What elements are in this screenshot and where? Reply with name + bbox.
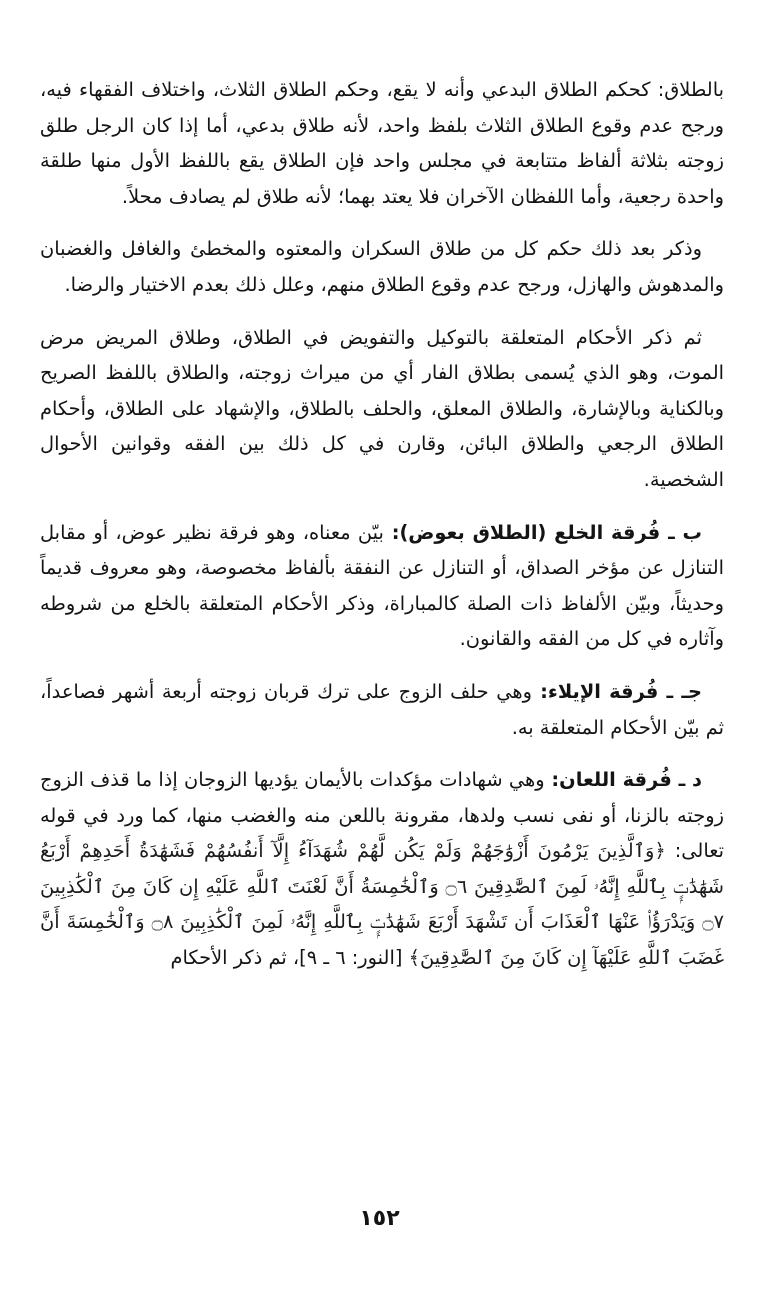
- page-body: [40, 72, 724, 993]
- section-heading-khul: ب ـ فُرقة الخلع (الطلاق بعوض):: [383, 520, 702, 544]
- paragraph-lian: [40, 762, 724, 976]
- paragraph-text: وهي حلف الزوج على ترك قربان زوجته أربعة أشهر فصاعداً، ثم بيّن الأحكام المتعلقة به.: [40, 679, 724, 739]
- paragraph-text: وذكر بعد ذلك حكم كل من طلاق السكران والمعتوه والمخطئ والغافل والغضبان والمدهوش والهازل، ورجح عدم وقوع الطلاق منهم، وعلل ذلك بعدم الاختيار والرضا.: [40, 237, 724, 296]
- verse-reference: [النور: ٦ ـ ٩]، ثم ذكر الأحكام: [170, 946, 409, 970]
- paragraph-talaq-conditions: [40, 231, 724, 302]
- paragraph-text: بيّن معناه، وهو فرقة نظير عوض، أو مقابل التنازل عن مؤخر الصداق، أو التنازل عن النفقة بألفاظ مخصوصة، وهو معروف قديماً وحديثاً، وبيّن الألفاظ ذات الصلة كالمباراة، وذكر الأحكام المتعلقة بالخلع من شروطه وآثاره في كل من الفقه والقانون.: [40, 520, 724, 651]
- paragraph-talaq-bidi: [40, 72, 724, 214]
- paragraph-talaq-rulings: [40, 320, 724, 498]
- quran-verse: ﴿وَٱلَّذِينَ يَرْمُونَ أَزْوَٰجَهُمْ وَلَمْ يَكُن لَّهُمْ شُهَدَآءُ إِلَّآ أَنفُسُهُمْ فَشَهَٰدَةُ أَحَدِهِمْ أَرْبَعُ شَهَٰدَٰتٍۭ بِٱللَّهِ إِنَّهُۥ لَمِنَ ٱلصَّٰدِقِينَ ۝٦ وَٱلْخَٰمِسَةُ أَنَّ لَعْنَتَ ٱللَّهِ عَلَيْهِ إِن كَانَ مِنَ ٱلْكَٰذِبِينَ ۝٧ وَيَدْرَؤُا۟ عَنْهَا ٱلْعَذَابَ أَن تَشْهَدَ أَرْبَعَ شَهَٰدَٰتٍۭ بِٱللَّهِ إِنَّهُۥ لَمِنَ ٱلْكَٰذِبِينَ ۝٨ وَٱلْخَٰمِسَةَ أَنَّ غَضَبَ ٱللَّهِ عَلَيْهَآ إِن كَانَ مِنَ ٱلصَّٰدِقِينَ﴾: [40, 839, 725, 970]
- section-heading-ila: جـ ـ فُرقة الإيلاء:: [531, 679, 702, 703]
- paragraph-text: ثم ذكر الأحكام المتعلقة بالتوكيل والتفويض في الطلاق، وطلاق المريض مرض الموت، وهو الذي يُسمى بطلاق الفار أي من ميراث زوجته، والطلاق باللفظ الصريح وبالكناية وبالإشارة، والطلاق المعلق، والحلف بالطلاق، والإشهاد على الطلاق، وأحكام الطلاق الرجعي والطلاق البائن، وقارن في كل ذلك بين الفقه وقوانين الأحوال الشخصية.: [40, 325, 724, 491]
- paragraph-text: وهي شهادات مؤكدات بالأيمان يؤديها الزوجان إذا ما قذف الزوج زوجته بالزنا، أو نفى نسب ولدها، مقرونة باللعن منه والغضب منها، كما ورد في قوله تعالى:: [40, 768, 724, 863]
- paragraph-ila: [40, 674, 724, 745]
- paragraph-khul: [40, 515, 724, 657]
- section-heading-lian: د ـ فُرقة اللعان:: [544, 768, 702, 792]
- paragraph-text: بالطلاق: كحكم الطلاق البدعي وأنه لا يقع، وحكم الطلاق الثلاث، واختلاف الفقهاء فيه، ورجح عدم وقوع الطلاق الثلاث بلفظ واحد، لأنه طلاق بدعي، أما إذا كان الرجل طلق زوجته بثلاثة ألفاظ متتابعة في مجلس واحد فإن الطلاق يقع باللفظ الأول منها طلقة واحدة رجعية، وأما اللفظان الآخران فلا يعتد بهما؛ لأنه طلاق لم يصادف محلاً.: [40, 78, 724, 208]
- page-number: ١٥٢: [359, 1206, 400, 1231]
